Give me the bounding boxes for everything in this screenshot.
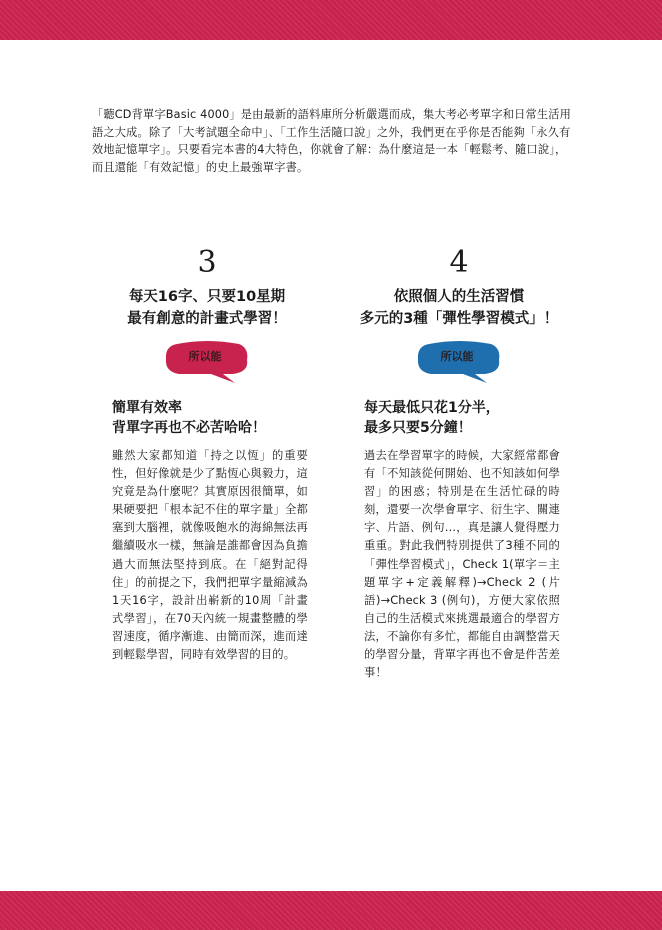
feature-3-subheading bbox=[112, 398, 266, 438]
bottom-decorative-band bbox=[0, 891, 662, 930]
top-decorative-band bbox=[0, 0, 662, 40]
feature-3-body: 雖然大家都知道「持之以恆」的重要性，但好像就是少了點恆心與毅力，這究竟是為什麼呢？其實原因很簡單，如果硬要把「根本記不住的單字量」全都塞到大腦裡，就像吸飽水的海綿無法再繼續吸水一樣，無論是誰都會因為負擔過大而無法堅持到底。在「絕對記得住」的前提之下，我們把單字量縮減為1天16字，設計出嶄新的10周「計畫式學習」，在70天內統一規畫整體的學習速度，循序漸進、由簡而深，進而達到輕鬆學習，同時有效學習的目的。 bbox=[112, 449, 308, 662]
feature-4-subheading bbox=[364, 398, 500, 438]
feature-heading-line1: 每天16字、只要10星期 bbox=[128, 289, 286, 305]
feature-4-column bbox=[354, 246, 564, 384]
subheading-line2: 背單字再也不必苦哈哈！ bbox=[112, 420, 266, 436]
feature-number: 3 bbox=[197, 245, 217, 280]
intro-paragraph: 「聽CD背單字Basic 4000」是由最新的語料庫所分析嚴選而成，集大考必考單字和日常生活用語之大成。除了「大考試題全命中」、「工作生活隨口說」之外，我們更在乎你是否能夠「永久有效地記憶單字」。只要看完本書的4大特色，你就會了解：為什麼這是一本「輕鬆考、隨口說」，而且還能「有效記憶」的史上最強單字書。 bbox=[92, 108, 572, 174]
bubble-label: 所以能 bbox=[440, 350, 474, 363]
subheading-line2: 最多只要5分鐘！ bbox=[364, 420, 472, 436]
feature-3-column bbox=[102, 246, 312, 384]
speech-bubble bbox=[163, 340, 251, 384]
feature-number: 4 bbox=[449, 245, 469, 280]
feature-4-body: 過去在學習單字的時候，大家經常都會有「不知該從何開始、也不知該如何學習」的困惑；特別是在生活忙碌的時刻，還要一次學會單字、衍生字、關連字、片語、例句…，真是讓人覺得壓力重重。對此我們特別提供了3種不同的「彈性學習模式」，Check 1(單字＝主題單字+定義解釋)→Check 2 (片語)→Check 3 (例句)，方便大家依照自己的生活模式來挑選最適合的學習方法，不論你有多忙，都能自由調整當天的學習分量，背單字再也不會是件苦差事！ bbox=[364, 449, 560, 680]
subheading-line1: 每天最低只花1分半， bbox=[364, 400, 500, 416]
bubble-label: 所以能 bbox=[188, 350, 222, 363]
feature-heading-line2: 多元的3種「彈性學習模式」！ bbox=[359, 311, 559, 327]
subheading-line1: 簡單有效率 bbox=[112, 400, 182, 416]
feature-heading-line1: 依照個人的生活習慣 bbox=[393, 289, 525, 305]
feature-heading-line2: 最有創意的計畫式學習！ bbox=[127, 311, 287, 327]
speech-bubble bbox=[415, 340, 503, 384]
